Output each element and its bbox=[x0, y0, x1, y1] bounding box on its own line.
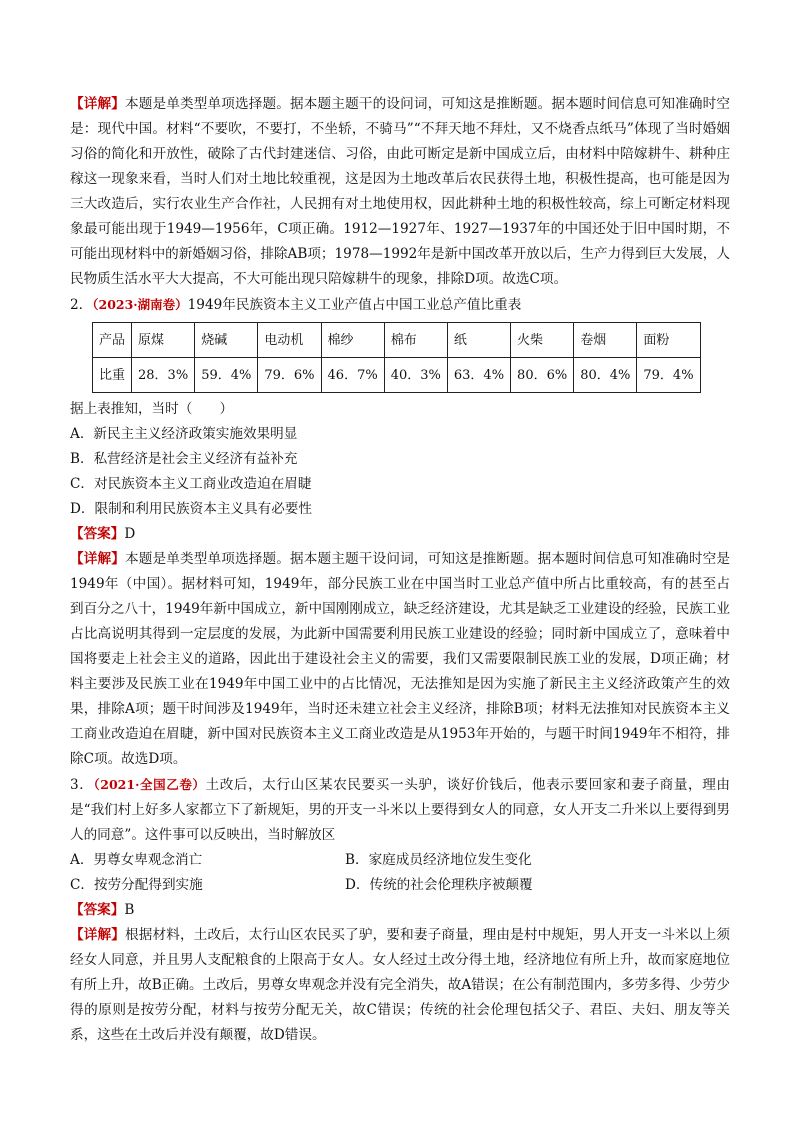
answer-value: B bbox=[124, 902, 135, 918]
option-a: A．新民主主义经济政策实施效果明显 bbox=[70, 426, 298, 442]
table-cell: 40．3% bbox=[384, 358, 447, 393]
option-b: B．私营经济是社会主义经济有益补充 bbox=[70, 451, 298, 467]
question-stem: 土改后，太行山区某农民要买一头驴，谈好价钱后，他表示要回家和妻子商量，理由是“我们村上好多人家都立下了新规矩，男的开支一斗米以上要得到女人的同意，女人开支二升米以上要得到男人的同意”。这件事可以反映出，当时解放区 bbox=[70, 777, 730, 843]
table-row bbox=[93, 358, 701, 393]
table-cell: 产品 bbox=[93, 323, 132, 358]
question-stem: 1949年民族资本主义工业产值占中国工业总产值比重表 bbox=[187, 297, 522, 313]
q2-stem bbox=[70, 292, 730, 318]
option-d: D．限制和利用民族资本主义具有必要性 bbox=[70, 501, 312, 517]
table-cell: 棉布 bbox=[384, 323, 447, 358]
answer-tag: 【答案】 bbox=[70, 526, 125, 542]
question-number: 2． bbox=[70, 297, 93, 313]
table-cell: 80．4% bbox=[574, 358, 637, 393]
option-c: C．对民族资本主义工商业改造迫在眉睫 bbox=[70, 476, 312, 492]
table-cell: 比重 bbox=[93, 358, 132, 393]
table-cell: 63．4% bbox=[447, 358, 510, 393]
industry-ratio-table bbox=[92, 322, 701, 393]
table-cell: 面粉 bbox=[637, 323, 700, 358]
question-source: （2023·湖南卷） bbox=[92, 297, 188, 312]
table-cell: 79．4% bbox=[637, 358, 700, 393]
q1-detail bbox=[70, 92, 730, 292]
question-source: （2021·全国乙卷） bbox=[93, 777, 206, 792]
detail-text: 本题是单类型单项选择题。据本题主题干的设问词，可知这是推断题。据本题时间信息可知准确时空是：现代中国。材料“不要吹，不要打，不坐轿，不骑马”“不拜天地不拜灶，又不烧香点纸马”体现了当时婚姻习俗的简化和开放性，破除了古代封建迷信、习俗，由此可断定是新中国成立后，由材料中陪嫁耕牛、耕种庄稼这一现象来看，当时人们对土地比较重视，这是因为土地改革后农民获得土地，积极性提高，也可能是因为三大改造后，实行农业生产合作社，人民拥有对土地使用权，因此耕种土地的积极性较高，综上可断定材料现象最可能出现于1949—1956年，C项正确。1912—1927年、1927—1937年的中国还处于旧中国时期，不可能出现材料中的新婚姻习俗，排除AB项；1978—1992年是新中国改革开放以后，生产力得到巨大发展，人民物质生活水平大大提高，不大可能出现只陪嫁耕牛的现象，排除D项。故选C项。 bbox=[70, 96, 730, 287]
table-cell: 79．6% bbox=[258, 358, 321, 393]
table-cell: 棉纱 bbox=[321, 323, 384, 358]
detail-tag: 【详解】 bbox=[70, 96, 126, 112]
q2-answer bbox=[70, 522, 730, 547]
answer-tag: 【答案】 bbox=[70, 902, 125, 918]
detail-text: 根据材料，土改后，太行山区农民买了驴，要和妻子商量，理由是村中规矩，男人开支一斗米以上须经女人同意，并且男人支配粮食的上限高于女人。女人经过土改分得土地，经济地位有所上升，故而家庭地位有所上升，故B正确。土改后，男尊女卑观念并没有完全消失，故A错误；在公有制范围内，多劳多得、少劳少得的原则是按劳分配，材料与按劳分配无关，故C错误；传统的社会伦理包括父子、君臣、夫妇、朋友等关系，这些在土改后并没有颠覆，故D错误。 bbox=[70, 927, 730, 1043]
q2-question: 据上表推知，当时（ ） bbox=[70, 401, 234, 417]
table-cell: 火柴 bbox=[511, 323, 574, 358]
detail-tag: 【详解】 bbox=[70, 551, 126, 567]
document-page bbox=[70, 92, 730, 1048]
q3-stem bbox=[70, 772, 730, 848]
detail-text: 本题是单类型单项选择题。据本题主题干设问词，可知这是推断题。据本题时间信息可知准确时空是1949年（中国）。据材料可知，1949年，部分民族工业在中国当时工业总产值中所占比重较高，有的甚至占到百分之八十，1949年新中国成立，新中国刚刚成立，缺乏经济建设，尤其是缺乏工业建设的经验，民族工业占比高说明其得到一定层度的发展，为此新中国需要利用民族工业建设的经验；同时新中国成立了，意味着中国将要走上社会主义的道路，因此出于建设社会主义的需要，我们又需要限制民族工业的发展，D项正确；材料主要涉及民族工业在1949年中国工业中的占比情况，无法推知是因为实施了新民主主义经济政策产生的效果，排除A项；题干时间涉及1949年，当时还未建立社会主义经济，排除B项；材料无法推知对民族资本主义工商业改造迫在眉睫，新中国对民族资本主义工商业改造是从1953年开始的，与题干时间1949年不相符，排除C项。故选D项。 bbox=[70, 551, 730, 767]
options-row-ab bbox=[70, 848, 730, 873]
table-cell: 46．7% bbox=[321, 358, 384, 393]
q2-detail bbox=[70, 547, 730, 772]
option-a: A．男尊女卑观念消亡 bbox=[70, 852, 203, 868]
table-cell: 烧碱 bbox=[195, 323, 258, 358]
table-cell: 电动机 bbox=[258, 323, 321, 358]
q3-answer bbox=[70, 898, 730, 923]
options-row-cd bbox=[70, 873, 730, 898]
table-cell: 纸 bbox=[447, 323, 510, 358]
table-cell: 28．3% bbox=[132, 358, 195, 393]
table-row bbox=[93, 323, 701, 358]
table-cell: 59．4% bbox=[195, 358, 258, 393]
table-cell: 原煤 bbox=[132, 323, 195, 358]
question-number: 3． bbox=[70, 777, 94, 793]
detail-tag: 【详解】 bbox=[70, 927, 126, 943]
option-b: B．家庭成员经济地位发生变化 bbox=[345, 852, 532, 868]
option-c: C．按劳分配得到实施 bbox=[70, 877, 203, 893]
option-d: D．传统的社会伦理秩序被颠覆 bbox=[345, 877, 533, 893]
answer-value: D bbox=[124, 526, 136, 542]
table-cell: 80．6% bbox=[511, 358, 574, 393]
table-cell: 卷烟 bbox=[574, 323, 637, 358]
q3-detail bbox=[70, 923, 730, 1048]
